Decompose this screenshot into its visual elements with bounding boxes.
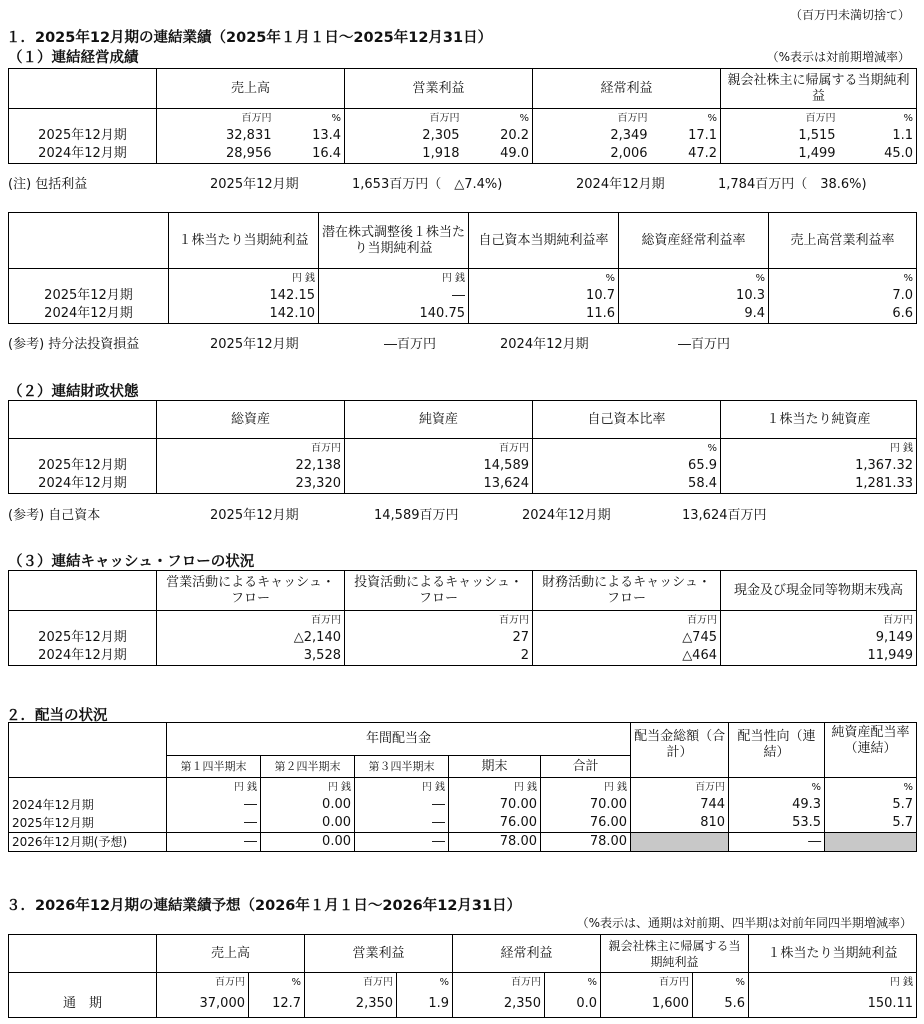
row-label: 2024年12月期 xyxy=(9,475,157,494)
cell: 9.4 xyxy=(619,305,769,324)
header-net-profit: 親会社株主に帰属する当期純利益 xyxy=(601,935,749,973)
period: 2025年12月期 xyxy=(210,177,299,192)
cell: △464 xyxy=(533,647,721,666)
row-label: 2025年12月期 xyxy=(9,814,167,833)
value: ―百万円 xyxy=(678,337,731,352)
cell: 150.11 xyxy=(749,991,917,1017)
unit: % xyxy=(825,778,917,797)
unit: 円 銭 xyxy=(261,778,355,797)
row-label: 2025年12月期 xyxy=(9,457,157,475)
header-doe: 純資産配当率（連結） xyxy=(825,723,917,778)
cell: 3,528 xyxy=(157,647,345,666)
cell: 11.6 xyxy=(469,305,619,324)
cell: ― xyxy=(319,287,469,305)
comprehensive-income-label: (注) 包括利益 xyxy=(8,177,88,192)
cell: 2 xyxy=(345,647,533,666)
cell: 17.1 xyxy=(688,128,718,143)
row-label: 2024年12月期 xyxy=(9,305,169,324)
cell: 10.3 xyxy=(619,287,769,305)
unit: 百万円 xyxy=(345,439,533,458)
cell: 5.7 xyxy=(825,814,917,833)
cell: ― xyxy=(729,833,825,852)
unit: 百万円 xyxy=(345,109,463,128)
table-row xyxy=(9,991,917,1017)
unit: 百万円 xyxy=(601,973,693,992)
cell: 5.6 xyxy=(693,991,749,1017)
header-year-end: 期末 xyxy=(449,756,541,778)
period: 2024年12月期 xyxy=(522,508,611,523)
cell: 12.7 xyxy=(249,991,305,1017)
header-bps: １株当たり純資産 xyxy=(721,401,917,439)
table-row xyxy=(9,814,917,833)
equity-method-label: (参考) 持分法投資損益 xyxy=(8,337,140,352)
cell: 142.10 xyxy=(169,305,319,324)
row-label: 2024年12月期 xyxy=(9,145,157,164)
forecast-pct-note: （%表示は、通期は対前期、四半期は対前年同四半期増減率） xyxy=(576,916,912,930)
row-label: 通 期 xyxy=(9,991,157,1017)
cell: △2,140 xyxy=(157,629,345,647)
cell: 45.0 xyxy=(839,145,917,164)
header-operating-profit: 営業利益 xyxy=(305,935,453,973)
period: 2025年12月期 xyxy=(210,337,299,352)
value: ―百万円 xyxy=(384,337,437,352)
cell: 22,138 xyxy=(157,457,345,475)
unit: 百万円 xyxy=(157,439,345,458)
cell: 47.2 xyxy=(651,145,721,164)
unit: 円 銭 xyxy=(167,778,261,797)
cell: ― xyxy=(167,796,261,814)
row-label: 2025年12月期 xyxy=(9,629,157,647)
table-row xyxy=(9,305,917,324)
cell: 7.0 xyxy=(769,287,917,305)
cell: 37,000 xyxy=(157,991,249,1017)
unit: 百万円 xyxy=(721,611,917,630)
header-sales: 売上高 xyxy=(157,935,305,973)
header-roe: 自己資本当期純利益率 xyxy=(469,213,619,269)
cell: 1.1 xyxy=(839,127,917,145)
cell: 0.00 xyxy=(261,833,355,852)
header-ordinary-profit: 経常利益 xyxy=(453,935,601,973)
operating-results-table xyxy=(8,68,917,164)
section-2-title: ２．配当の状況 xyxy=(6,708,108,724)
unit: 円 銭 xyxy=(449,778,541,797)
section-1-2-title: （２）連結財政状態 xyxy=(8,384,139,400)
unit: 円 銭 xyxy=(355,778,449,797)
cell: 1,918 xyxy=(345,145,463,164)
cell: 2,006 xyxy=(533,145,651,164)
value: 13,624百万円 xyxy=(682,508,767,523)
cell: 0.0 xyxy=(545,991,601,1017)
cell: 65.9 xyxy=(533,457,721,475)
cell: ― xyxy=(167,833,261,852)
table-row xyxy=(9,145,917,164)
header-eps: １株当たり当期純利益 xyxy=(169,213,319,269)
table-row xyxy=(9,833,917,852)
unit: 円 銭 xyxy=(721,439,917,458)
row-label: 2025年12月期 xyxy=(9,127,157,145)
unit: % xyxy=(249,973,305,992)
table-row xyxy=(9,457,917,475)
header-operating-cf: 営業活動によるキャッシュ・フロー xyxy=(157,571,345,611)
table-row xyxy=(9,647,917,666)
cell: 2,350 xyxy=(305,991,397,1017)
cell: 6.6 xyxy=(769,305,917,324)
header-diluted-eps: 潜在株式調整後１株当たり当期純利益 xyxy=(319,213,469,269)
unit: 百万円 xyxy=(305,973,397,992)
header-total-dividend: 配当金総額（合計） xyxy=(631,723,729,778)
unit-note: （百万円未満切捨て） xyxy=(789,8,910,22)
header-annual-dividend: 年間配当金 xyxy=(167,723,631,756)
cell: 1,515 xyxy=(721,127,839,145)
unit: % xyxy=(769,269,917,288)
cell: 1,367.32 xyxy=(721,457,917,475)
cell: 1,600 xyxy=(601,991,693,1017)
unit: % xyxy=(519,113,530,124)
cell-shaded xyxy=(631,833,729,852)
unit: 百万円 xyxy=(533,109,651,128)
value: 1,653百万円（ △7.4%) xyxy=(352,177,503,192)
unit: 円 銭 xyxy=(749,973,917,992)
row-label: 2024年12月期 xyxy=(9,647,157,666)
cell: ― xyxy=(167,814,261,833)
unit: 百万円 xyxy=(533,611,721,630)
cell: ― xyxy=(355,814,449,833)
unit: 円 銭 xyxy=(541,778,631,797)
unit: 百万円 xyxy=(157,611,345,630)
cell: 1,499 xyxy=(721,145,839,164)
row-label: 2024年12月期 xyxy=(9,796,167,814)
row-label: 2026年12月期(予想) xyxy=(9,833,167,852)
cell: 14,589 xyxy=(345,457,533,475)
financial-position-table xyxy=(8,400,917,494)
unit: 円 銭 xyxy=(319,269,469,288)
cell: 0.00 xyxy=(261,814,355,833)
header-sales: 売上高 xyxy=(157,69,345,109)
cell: 1,281.33 xyxy=(721,475,917,494)
header-equity-ratio: 自己資本比率 xyxy=(533,401,721,439)
header-q1: 第１四半期末 xyxy=(167,756,261,778)
section-1-3-title: （３）連結キャッシュ・フローの状況 xyxy=(8,554,255,570)
header-payout-ratio: 配当性向（連結） xyxy=(729,723,825,778)
cell: 70.00 xyxy=(449,796,541,814)
header-roa: 総資産経常利益率 xyxy=(619,213,769,269)
unit: 百万円 xyxy=(157,973,249,992)
row-label: 2025年12月期 xyxy=(9,287,169,305)
header-q2: 第２四半期末 xyxy=(261,756,355,778)
cell: 13,624 xyxy=(345,475,533,494)
cell: 76.00 xyxy=(449,814,541,833)
value: 1,784百万円（ 38.6%) xyxy=(718,177,867,192)
header-eps: １株当たり当期純利益 xyxy=(749,935,917,973)
table-row xyxy=(9,475,917,494)
unit: % xyxy=(839,109,917,128)
table-row xyxy=(9,629,917,647)
header-cash-balance: 現金及び現金同等物期末残高 xyxy=(721,571,917,611)
table-row xyxy=(9,796,917,814)
unit: % xyxy=(707,113,718,124)
header-ordinary-profit: 経常利益 xyxy=(533,69,721,109)
cash-flow-table xyxy=(8,570,917,666)
cell: 27 xyxy=(345,629,533,647)
header-financing-cf: 財務活動によるキャッシュ・フロー xyxy=(533,571,721,611)
header-net-assets: 純資産 xyxy=(345,401,533,439)
cell: 32,831 xyxy=(157,127,275,145)
cell: 744 xyxy=(631,796,729,814)
cell: 49.3 xyxy=(729,796,825,814)
cell: 70.00 xyxy=(541,796,631,814)
cell: 11,949 xyxy=(721,647,917,666)
section-3-title: ３．2026年12月期の連結業績予想（2026年１月１日～2026年12月31日） xyxy=(6,898,522,914)
header-blank xyxy=(9,69,157,109)
table-row xyxy=(9,127,917,145)
header-total-assets: 総資産 xyxy=(157,401,345,439)
unit: 円 銭 xyxy=(169,269,319,288)
period: 2025年12月期 xyxy=(210,508,299,523)
unit: % xyxy=(533,439,721,458)
cell: 0.00 xyxy=(261,796,355,814)
cell: 2,350 xyxy=(453,991,545,1017)
unit: 百万円 xyxy=(453,973,545,992)
unit: % xyxy=(397,973,453,992)
cell: 810 xyxy=(631,814,729,833)
section-1-1-title: （１）連結経営成績 xyxy=(8,50,139,66)
cell: 5.7 xyxy=(825,796,917,814)
header-investing-cf: 投資活動によるキャッシュ・フロー xyxy=(345,571,533,611)
header-total: 合計 xyxy=(541,756,631,778)
cell: 20.2 xyxy=(500,128,530,143)
unit: 百万円 xyxy=(721,109,839,128)
cell: 140.75 xyxy=(319,305,469,324)
cell: 2,349 xyxy=(533,127,651,145)
cell: 58.4 xyxy=(533,475,721,494)
cell: △745 xyxy=(533,629,721,647)
cell: 10.7 xyxy=(469,287,619,305)
unit: 百万円 xyxy=(631,778,729,797)
unit: % xyxy=(619,269,769,288)
unit: % xyxy=(693,973,749,992)
value: 14,589百万円 xyxy=(374,508,459,523)
unit: % xyxy=(729,778,825,797)
unit: % xyxy=(545,973,601,992)
unit: % xyxy=(331,113,342,124)
period: 2024年12月期 xyxy=(500,337,589,352)
forecast-table xyxy=(8,934,917,1018)
header-margin: 売上高営業利益率 xyxy=(769,213,917,269)
cell: 76.00 xyxy=(541,814,631,833)
header-operating-profit: 営業利益 xyxy=(345,69,533,109)
unit: % xyxy=(469,269,619,288)
pct-note: （%表示は対前期増減率） xyxy=(766,50,910,64)
cell: 78.00 xyxy=(449,833,541,852)
cell: 1.9 xyxy=(397,991,453,1017)
header-net-profit: 親会社株主に帰属する当期純利益 xyxy=(721,69,917,109)
table-row xyxy=(9,287,917,305)
cell: 13.4 xyxy=(312,128,342,143)
cell: 16.4 xyxy=(275,145,345,164)
cell: 78.00 xyxy=(541,833,631,852)
cell: ― xyxy=(355,796,449,814)
header-q3: 第３四半期末 xyxy=(355,756,449,778)
dividend-table xyxy=(8,722,917,852)
cell: 2,305 xyxy=(345,127,463,145)
per-share-table xyxy=(8,212,917,324)
period: 2024年12月期 xyxy=(576,177,665,192)
cell: 28,956 xyxy=(157,145,275,164)
section-1-title: １．2025年12月期の連結業績（2025年１月１日～2025年12月31日） xyxy=(6,30,493,46)
cell: 53.5 xyxy=(729,814,825,833)
unit: 百万円 xyxy=(345,611,533,630)
cell: 49.0 xyxy=(463,145,533,164)
cell: 142.15 xyxy=(169,287,319,305)
cell: 9,149 xyxy=(721,629,917,647)
unit: 百万円 xyxy=(157,109,275,128)
own-capital-label: (参考) 自己資本 xyxy=(8,508,101,523)
cell: 23,320 xyxy=(157,475,345,494)
cell: ― xyxy=(355,833,449,852)
cell-shaded xyxy=(825,833,917,852)
